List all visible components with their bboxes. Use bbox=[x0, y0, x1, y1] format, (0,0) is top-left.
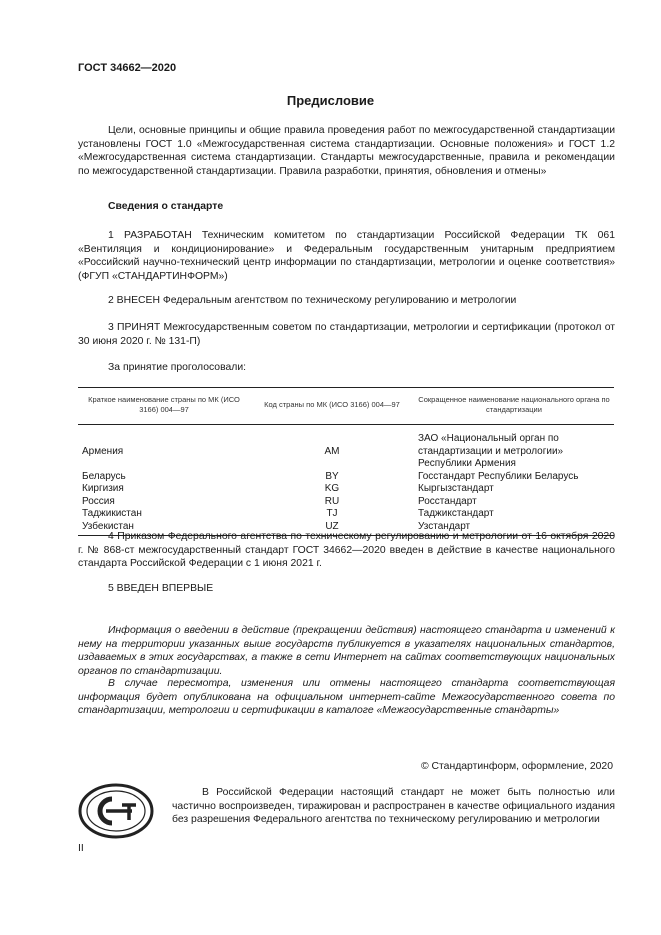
rst-conformity-mark-icon bbox=[78, 783, 154, 839]
cell-code: KG bbox=[324, 483, 340, 494]
item-first-introduced: 5 ВВЕДЕН ВПЕРВЫЕ bbox=[108, 583, 214, 594]
about-standard-heading: Сведения о стандарте bbox=[108, 201, 224, 212]
page-number: II bbox=[78, 843, 84, 854]
table-header-row bbox=[78, 388, 614, 425]
cell-code: RU bbox=[324, 495, 340, 507]
cell-code: AM bbox=[324, 445, 340, 457]
cell-code: UZ bbox=[325, 520, 339, 532]
cell-body: Госстандарт Республики Беларусь bbox=[418, 470, 579, 482]
table-row bbox=[78, 496, 614, 509]
item-developed: 1 РАЗРАБОТАН Техническим комитетом по стандартизации Российской Федерации ТК 061 «Вентиляция и кондиционирование» и Федеральным государственным унитарным предприятием «Российский научно-технический центр информации по стандартизации, метрологии и оценке соответствия» (ФГУП «СТАНДАРТИНФОРМ») bbox=[78, 230, 615, 282]
notice-introduction: Информация о введении в действие (прекращении действия) настоящего стандарта и изменений к нему на территории указанных выше государств публикуется в указателях национальных стандартов, издаваемых в этих государствах, а также в сети Интернет на сайтах соответствующих национальных органов по стандартизации. bbox=[78, 625, 615, 677]
cell-body: Кыргызстандарт bbox=[418, 483, 494, 494]
page-title: Предисловие bbox=[286, 93, 375, 108]
column-header-country: Краткое наименование страны по МК (ИСО 3166) 004—97 bbox=[78, 388, 250, 425]
table-row bbox=[78, 508, 614, 521]
table-row bbox=[78, 471, 614, 484]
table-row bbox=[78, 483, 614, 496]
cell-body: ЗАО «Национальный орган по стандартизации и метрологии» Республики Армения bbox=[418, 433, 564, 469]
item-enacted: 4 Приказом Федерального агентства по техническому регулированию и метрологии от 16 октября 2020 г. № 868-ст межгосударственный стандарт ГОСТ 34662—2020 введен в действие в качестве национального стандарта Российской Федерации с 1 июня 2021 г. bbox=[78, 531, 615, 569]
cell-country: Таджикистан bbox=[82, 508, 142, 519]
cell-body: Росстандарт bbox=[418, 495, 477, 507]
rights-notice: В Российской Федерации настоящий стандарт не может быть полностью или частично воспроизведен, тиражирован и распространен в качестве официального издания без разрешения Федерального агентства по техническому регулированию и метрологии bbox=[172, 787, 615, 825]
cell-body: Таджикстандарт bbox=[418, 508, 494, 519]
column-header-code: Код страны по МК (ИСО 3166) 004—97 bbox=[250, 388, 414, 425]
cell-country: Россия bbox=[82, 495, 115, 507]
item-submitted: 2 ВНЕСЕН Федеральным агентством по техническому регулированию и метрологии bbox=[108, 295, 517, 306]
cell-country: Узбекистан bbox=[82, 520, 134, 532]
cell-code: BY bbox=[325, 470, 339, 482]
item-adopted: 3 ПРИНЯТ Межгосударственным советом по стандартизации, метрологии и сертификации (протокол от 30 июня 2020 г. № 131-П) bbox=[78, 322, 615, 347]
cell-country: Беларусь bbox=[82, 470, 126, 482]
intro-paragraph: Цели, основные принципы и общие правила проведения работ по межгосударственной стандартизации установлены ГОСТ 1.0 «Межгосударственная система стандартизации. Основные положения» и ГОСТ 1.2 «Межгосударственная система стандартизации. Стандарты межгосударственные, правила и рекомендации по межгосударственной стандартизации. Правила разработки, принятия, обновления и отмены» bbox=[78, 125, 615, 177]
table-row bbox=[78, 425, 614, 471]
standard-code-header: ГОСТ 34662—2020 bbox=[78, 62, 177, 74]
cell-country: Армения bbox=[82, 445, 124, 457]
cell-code: TJ bbox=[326, 508, 338, 519]
cell-country: Киргизия bbox=[82, 483, 124, 494]
copyright-line: © Стандартинформ, оформление, 2020 bbox=[420, 761, 613, 772]
voted-label: За принятие проголосовали: bbox=[108, 362, 247, 373]
column-header-body: Сокращенное наименование национального органа по стандартизации bbox=[414, 388, 614, 425]
notice-revision: В случае пересмотра, изменения или отмены настоящего стандарта соответствующая информация будет опубликована на официальном интернет-сайте Межгосударственного совета по стандартизации, метрологии и сертификации в каталоге «Межгосударственные стандарты» bbox=[78, 678, 615, 716]
cell-body: Узстандарт bbox=[418, 520, 471, 532]
voting-countries-table bbox=[78, 387, 614, 536]
